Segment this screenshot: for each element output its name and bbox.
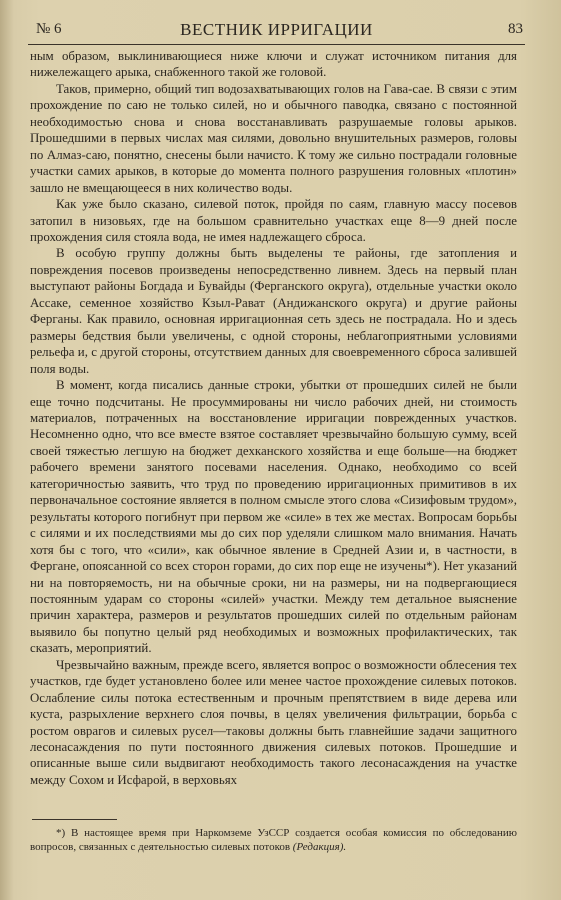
journal-title: ВЕСТНИК ИРРИГАЦИИ [180, 20, 373, 39]
paragraph: Как уже было сказано, силевой поток, пройдя по саям, главную массу посевов затопил в низовьях, где на большом сравнительно участках еще 8—9 дней после прохождения силя стояла вода, не имея надлежащего сброса. [30, 197, 517, 244]
editor-note: (Редакция). [292, 841, 347, 853]
issue-number: № 6 [36, 21, 62, 37]
footnote-text: *) В настоящее время при Наркомземе УзССР создается особая комиссия по обследованию вопросов, связанных с деятельностью силевых потоков [30, 827, 517, 853]
paragraph: В особую группу должны быть выделены те районы, где затопления и повреждения посевов произведены непосредственно ливнем. Здесь на первый план выступают районы Богдада и Бувайды (Ферганского округа), отдельные участки около Ассаке, семенное хозяйство Кзыл-Рават (Андижанского округа) и другие районы Ферганы. Как правило, основная ирригационная сеть здесь не пострадала. Но и здесь размеры бедствия были увеличены, с одной стороны, неблагоприятными условиями рельефа и, с другой стороны, отсутствием данных для своевременного сброса залившей поля воды. [30, 246, 517, 376]
running-header [28, 18, 525, 45]
footnote-separator [32, 819, 117, 820]
article-body [30, 48, 517, 788]
paragraph: ным образом, выклинивающиеся ниже ключи и служат источником питания для нижележащего арыка, снабженного такой же головой. [30, 49, 517, 80]
paragraph: В момент, когда писались данные строки, убытки от прошедших силей не были еще точно подсчитаны. Не просуммированы ни число рабочих дней, ни стоимость материалов, потраченных на восстановление ирригации поврежденных участков. Несомненно одно, что все вместе взятое составляет чрезвычайно большую сумму, всей своей тяжестью легшую на бюджет дехканского хозяйства и еще больше—на бюджет рабочего времени занятого посевами населения. Однако, необходимо со всей категоричностью заявить, что труд по проведению ирригационных примитивов в их первоначальное состояние является в полном смысле этого слова «Сизифовым трудом», результаты которого погибнут при первом же «силе» в тех же местах. Вопросам борьбы с силями и их последствиями мы до сих пор уделяли слишком мало внимания. Начать хотя бы с того, что «сили», как обычное явление в Средней Азии и, в частности, в Фергане, опоясанной со всех сторон горами, до сих пор еще не изучены*). Нет указаний ни на повторяемость, ни на обычные сроки, ни на размеры, ни на подвергающиеся постоянным ударам со стороны «силей» участки. Между тем детальное выяснение причин характера, размеров и результатов прошедших силей по отдельным районам выявило бы попутно целый ряд необходимых и возможных профилактических, так сказать, мероприятий. [30, 378, 517, 656]
paragraph: Чрезвычайно важным, прежде всего, является вопрос о возможности облесения тех участков, где будет установлено более или менее частое прохождение силевых потоков. Ослабление силы потока естественным и прочным препятствием в виде дерева или куста, разрыхление верхнего слоя почвы, в целях увеличения фильтрации, борьба с ростом оврагов и силевых русел—таковы должны быть главнейшие задачи защитного лесонасаждения по пути постоянного движения силевых потоков. Прошедшие и описанные выше сили выдвигают необходимость такого лесонасаждения на участке между Сохом и Исфарой, в верховьях [30, 657, 517, 787]
page-number: 83 [508, 21, 523, 37]
paragraph: Таков, примерно, общий тип водозахватывающих голов на Гава-сае. В связи с этим прохождение по саю не только силей, но и обычного паводка, связано с постоянной необходимостью снова и снова восстанавливать разрушаемые головы арыков. Прошедшими в первых числах мая силями, довольно внушительных размеров, головы по Алмаз-саю, понятно, снесены были начисто. К тому же сильно пострадали головные участки самих арыков, в которые до момента полного разрушения головных «плотин» зашло не вмещающееся в них количество воды. [30, 81, 517, 195]
footnote [30, 826, 517, 854]
